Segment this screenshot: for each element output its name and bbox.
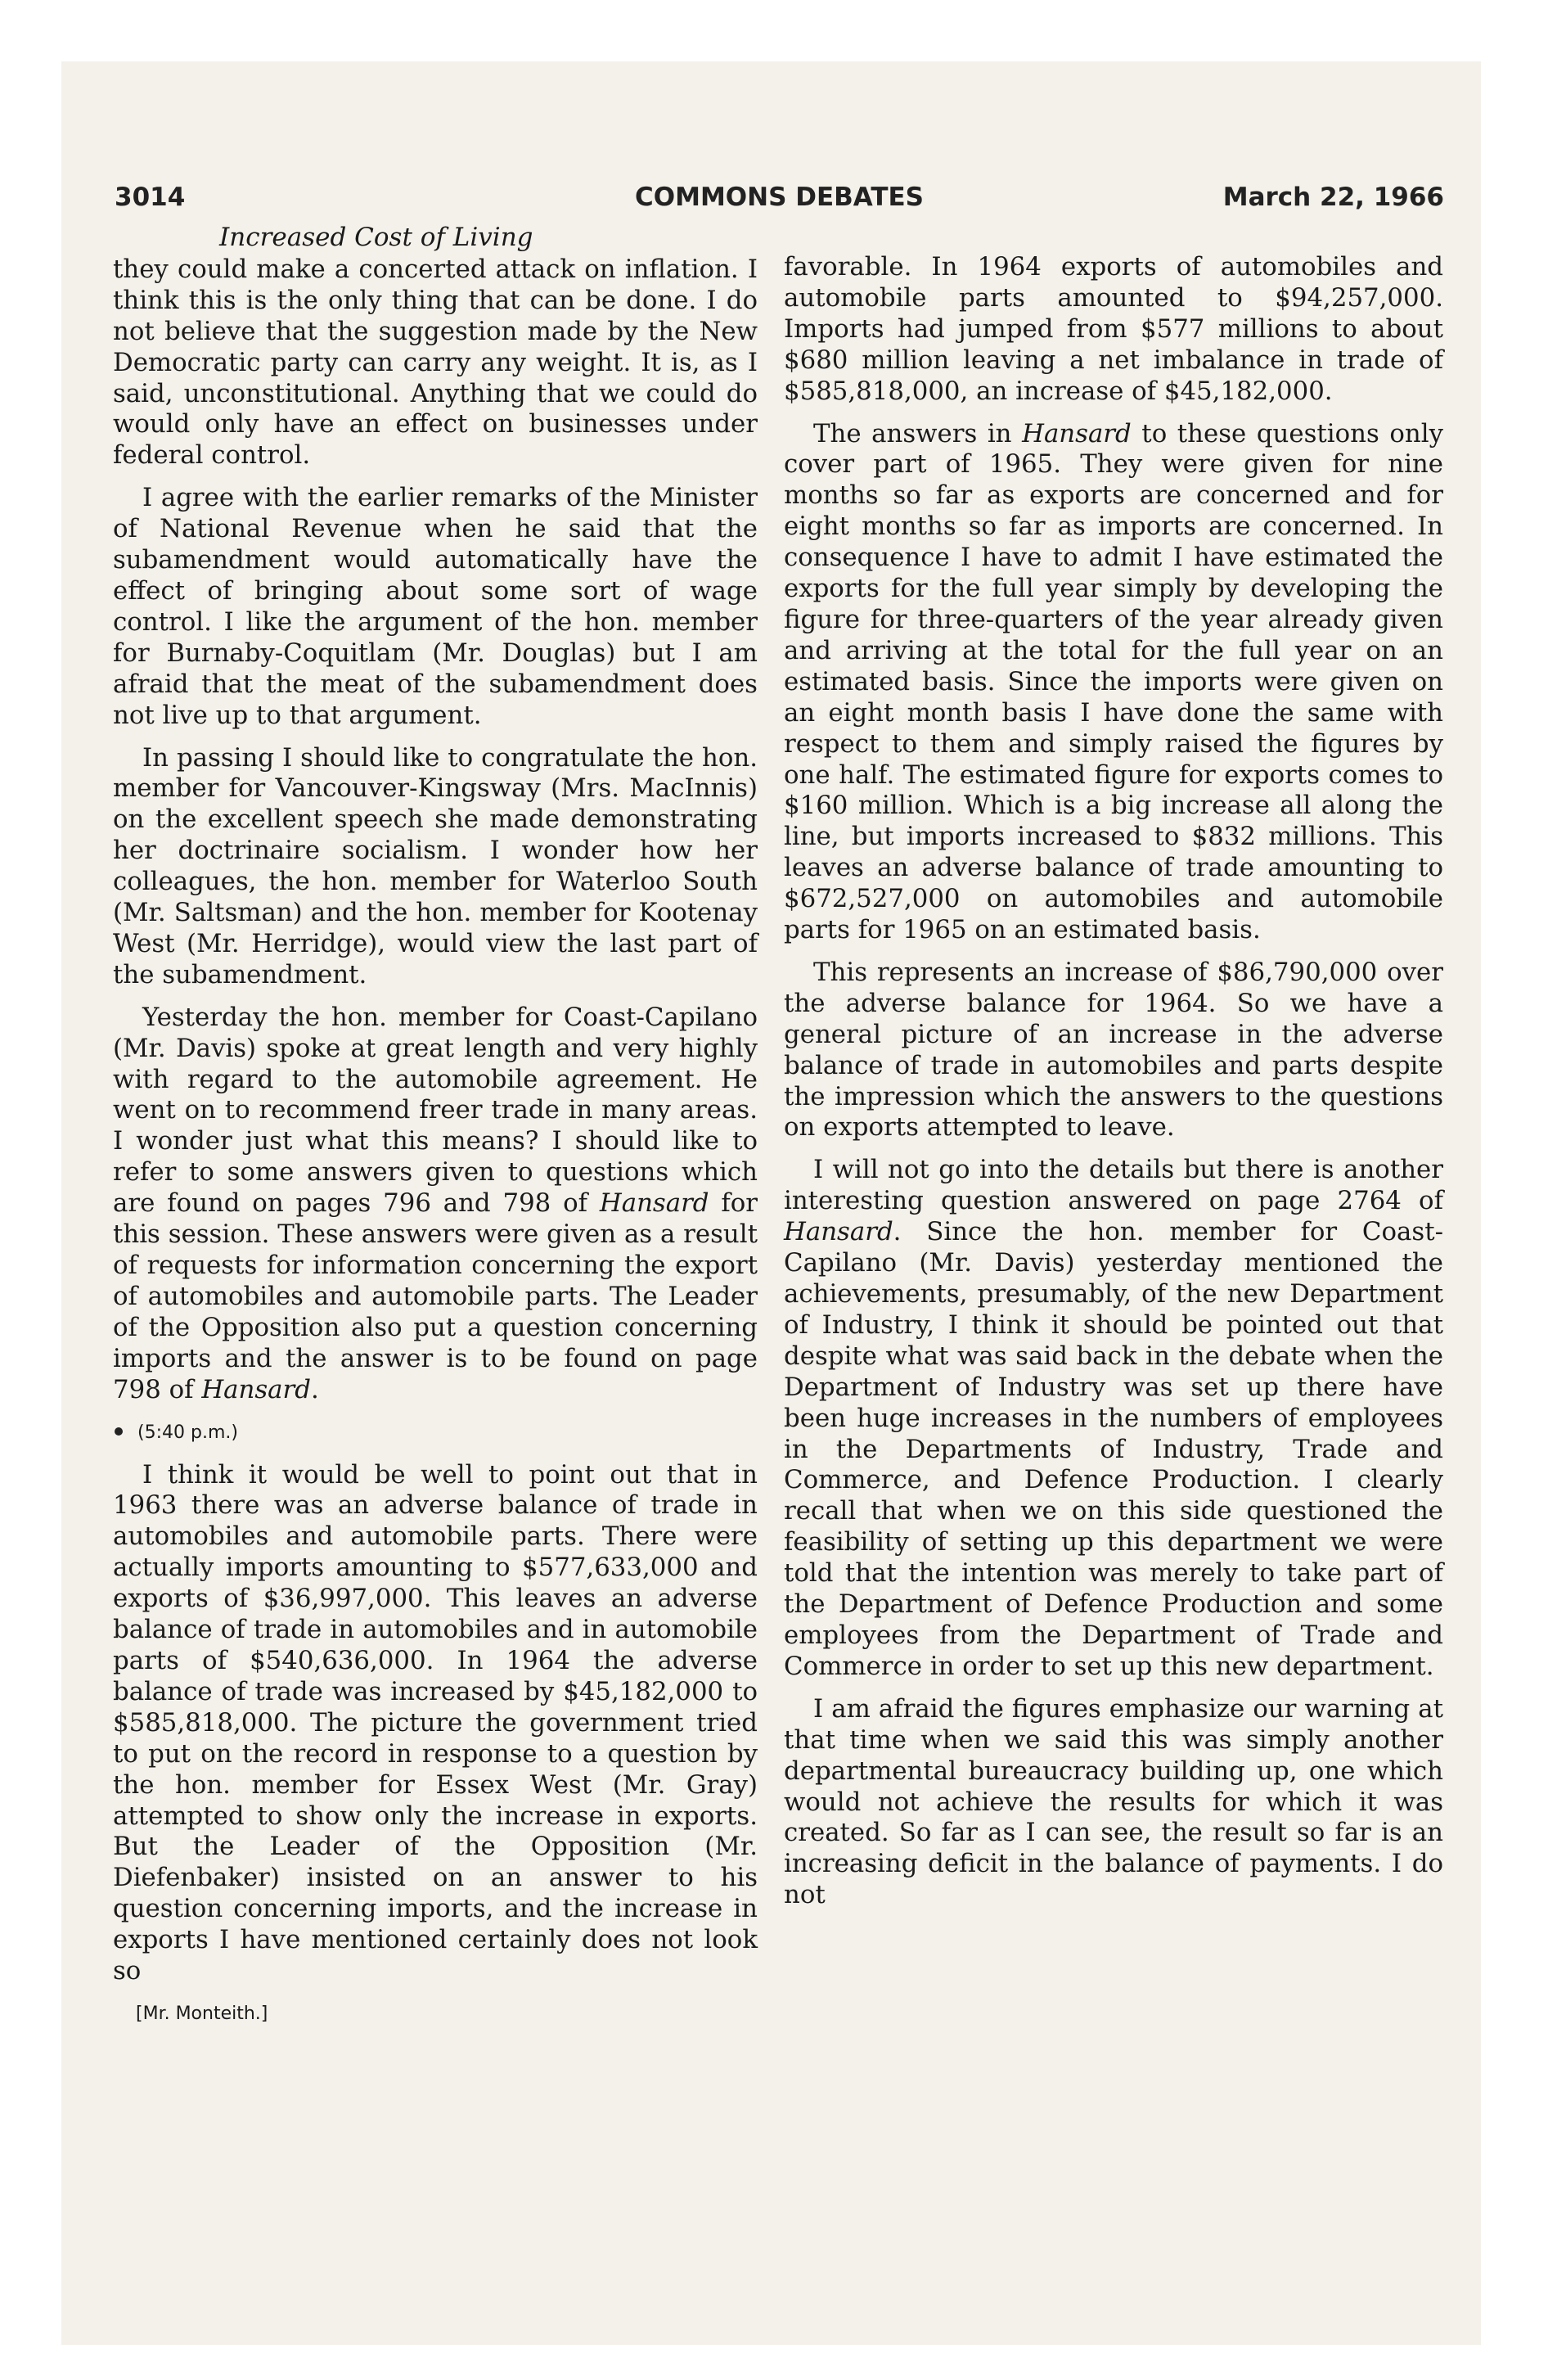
- bullet-icon: [115, 1427, 123, 1436]
- paragraph: I am afraid the figures emphasize our warning at that time when we said this was simply another departmental bureaucracy building up, one which would not achieve the results for which it was created. So far as I can see, the result so far is an increasing deficit in the balance of payments. I do not: [784, 1693, 1443, 1910]
- right-column: [784, 252, 1443, 1922]
- page-header: [115, 183, 1444, 219]
- paragraph: Yesterday the hon. member for Coast-Capilano (Mr. Davis) spoke at great length and very highly with regard to the automobile agreement. He went on to recommend freer trade in many areas. I wonder just what this means? I should like to refer to some answers given to questions which are found on pages 796 and 798 of Hansard for this session. These answers were given as a result of requests for information concerning the export of automobiles and automobile parts. The Leader of the Opposition also put a question concerning imports and the answer is to be found on page 798 of Hansard.: [113, 1002, 758, 1404]
- paragraph: In passing I should like to congratulate the hon. member for Vancouver-Kingsway (Mrs. MacInnis) on the excellent speech she made demonstrating her doctrinaire socialism. I wonder how her colleagues, the hon. member for Waterloo South (Mr. Saltsman) and the hon. member for Kootenay West (Mr. Herridge), would view the last part of the subamendment.: [113, 742, 758, 989]
- running-title: Increased Cost of Living: [219, 223, 533, 252]
- page-number: 3014: [115, 183, 186, 212]
- paragraph: favorable. In 1964 exports of automobiles and automobile parts amounted to $94,257,000. Imports had jumped from $577 millions to about $680 million leaving a net imbalance in trade of $585,818,000, an increase of $45,182,000.: [784, 252, 1443, 406]
- paragraph: The answers in Hansard to these questions only cover part of 1965. They were given for nine months so far as exports are concerned and for eight months so far as imports are concerned. In consequence I have to admit I have estimated the exports for the full year simply by developing the figure for three-quarters of the year already given and arriving at the total for the full year on an estimated basis. Since the imports were given on an eight month basis I have done the same with respect to them and simply raised the figures by one half. The estimated figure for exports comes to $160 million. Which is a big increase all along the line, but imports increased to $832 millions. This leaves an adverse balance of trade amounting to $672,527,000 on automobiles and automobile parts for 1965 on an estimated basis.: [784, 418, 1443, 945]
- paragraph: I think it would be well to point out that in 1963 there was an adverse balance of trade in automobiles and automobile parts. There were actually imports amounting to $577,633,000 and exports of $36,997,000. This leaves an adverse balance of trade in automobiles and in automobile parts of $540,636,000. In 1964 the adverse balance of trade was increased by $45,182,000 to $585,818,000. The picture the government tried to put on the record in response to a question by the hon. member for Essex West (Mr. Gray) attempted to show only the increase in exports. But the Leader of the Opposition (Mr. Diefenbaker) insisted on an answer to his question concerning imports, and the increase in exports I have mentioned certainly does not look so: [113, 1459, 758, 1986]
- paragraph: they could make a concerted attack on inflation. I think this is the only thing that can be done. I do not believe that the suggestion made by the New Democratic party can carry any weight. It is, as I said, unconstitutional. Anything that we could do would only have an effect on businesses under federal control.: [113, 254, 758, 471]
- publication-date: March 22, 1966: [1222, 183, 1444, 212]
- paragraph: This represents an increase of $86,790,000 over the adverse balance for 1964. So we have a general picture of an increase in the adverse balance of trade in automobiles and parts despite the impression which the answers to the questions on exports attempted to leave.: [784, 957, 1443, 1143]
- time-stamp: (5:40 p.m.): [113, 1418, 758, 1449]
- publication-title: COMMONS DEBATES: [635, 183, 924, 212]
- paragraph: I agree with the earlier remarks of the Minister of National Revenue when he said that the subamendment would automatically have the effect of bringing about some sort of wage control. I like the argument of the hon. member for Burnaby-Coquitlam (Mr. Douglas) but I am afraid that the meat of the subamendment does not live up to that argument.: [113, 483, 758, 730]
- left-column: [113, 223, 758, 2030]
- speaker-footer: [Mr. Monteith.]: [136, 2003, 268, 2024]
- paragraph: I will not go into the details but there is another interesting question answered on page 2764 of Hansard. Since the hon. member for Coast-Capilano (Mr. Davis) yesterday mentioned the achievements, presumably, of the new Department of Industry, I think it should be pointed out that despite what was said back in the debate when the Department of Industry was set up there have been huge increases in the numbers of employees in the Departments of Industry, Trade and Commerce, and Defence Production. I clearly recall that when we on this side questioned the feasibility of setting up this department we were told that the intention was merely to take part of the Department of Defence Production and some employees from the Department of Trade and Commerce in order to set up this new department.: [784, 1155, 1443, 1681]
